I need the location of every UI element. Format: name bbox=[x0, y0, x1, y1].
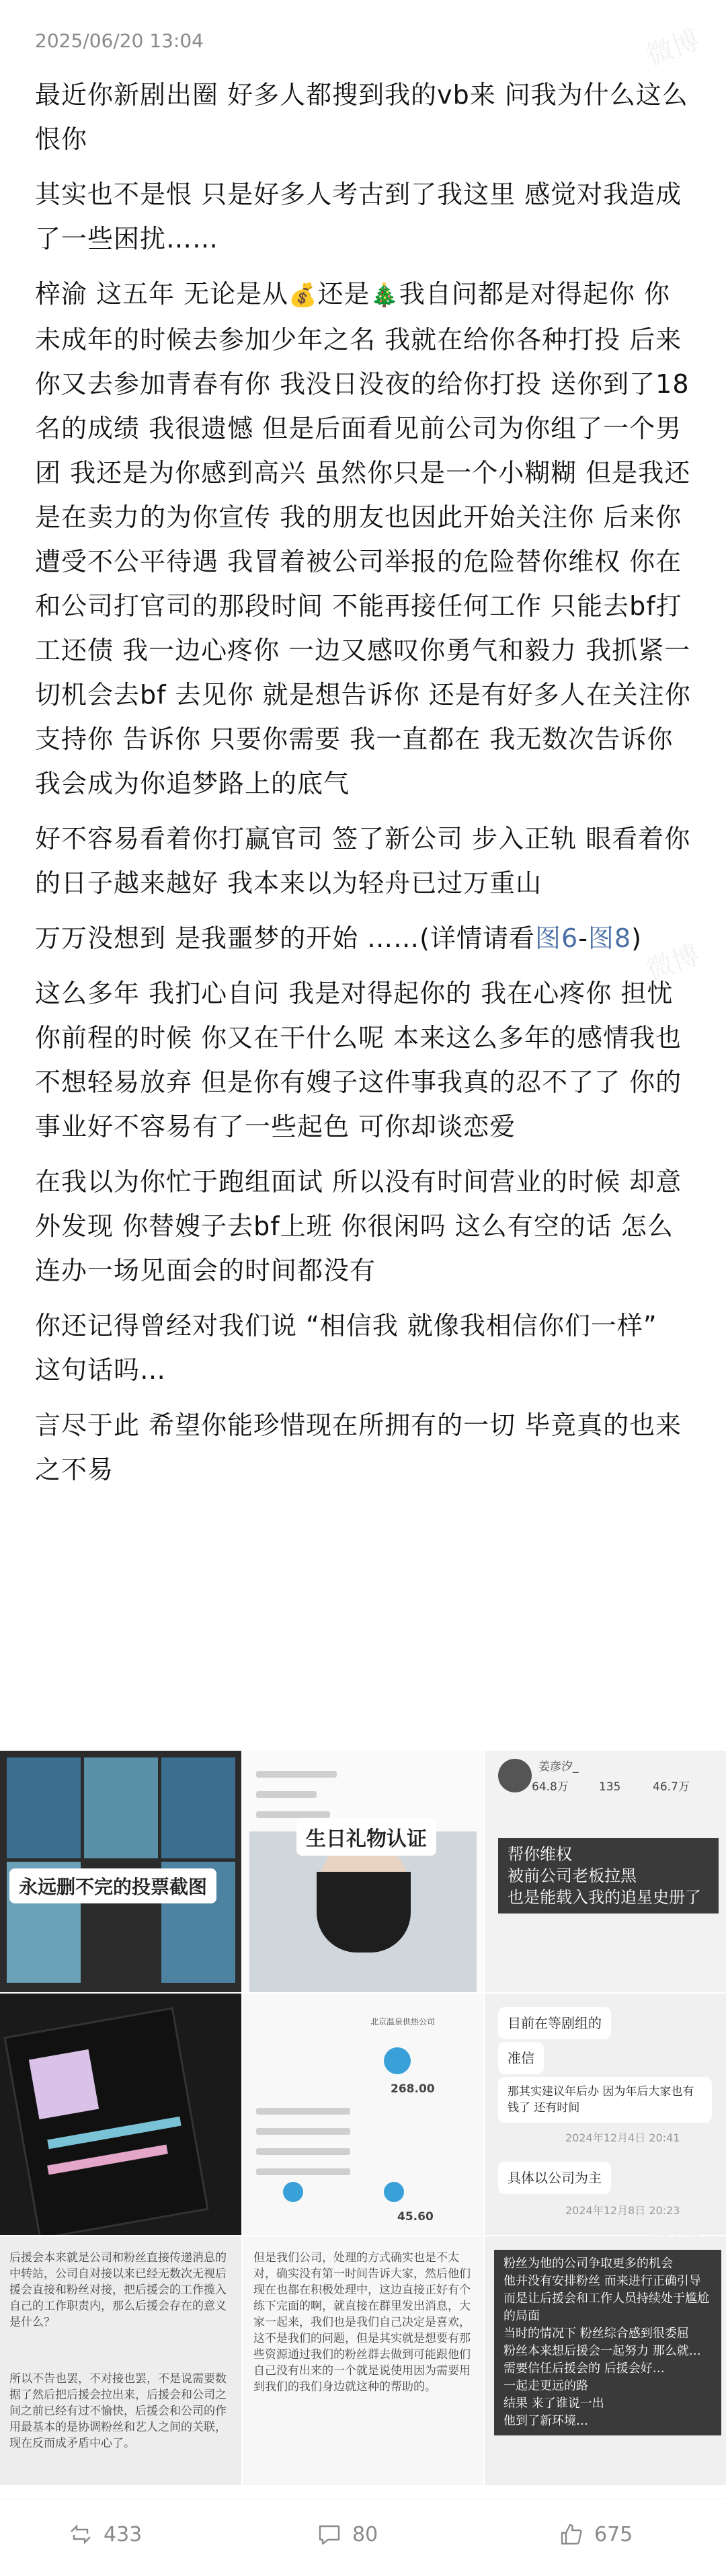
chat-timestamp: 2024年12月8日 20:23 bbox=[565, 2204, 680, 2217]
post-paragraph: 其实也不是恨 只是好多人考古到了我这里 感觉对我造成了一些困扰…… bbox=[35, 180, 682, 254]
post-paragraph: 在我以为你忙于跑组面试 所以没有时间营业的时候 却意外发现 你替嫂子去bf上班 你很闲吗 这么有空的话 怎么连办一场见面会的时间都没有 bbox=[35, 1167, 682, 1285]
image-8-link[interactable]: 图8 bbox=[588, 923, 632, 953]
post-paragraph bbox=[35, 272, 691, 806]
thumbs-up-icon bbox=[558, 2521, 585, 2548]
post-text: - bbox=[578, 923, 588, 953]
post-paragraph: 言尽于此 希望你能珍惜现在所拥有的一切 毕竟真的也来之不易 bbox=[35, 1410, 682, 1484]
chat-message: 具体以公司为主 bbox=[498, 2162, 611, 2194]
receipt-title: 北京温泉供热公司 bbox=[370, 2017, 436, 2026]
image-grid bbox=[0, 1751, 726, 2485]
image-caption: 粉丝为他的公司争取更多的机会 他并没有安排粉丝 而来进行正确引导 而是让后援会和工作人员持续处于尴尬的局面 当时的情况下 粉丝综合感到很委屈 粉丝本来想后援会一起努力 那么就… 需要信任后援会的 后援会好… 一起走更远的路 结果 来了谁说一出 他到了新环境… bbox=[494, 2250, 721, 2435]
post-paragraph: 你还记得曾经对我们说 “相信我 就像我相信你们一样” 这句话吗… bbox=[35, 1311, 657, 1385]
comment-count: 80 bbox=[352, 2522, 378, 2546]
repost-count: 433 bbox=[104, 2522, 143, 2546]
repost-button[interactable] bbox=[67, 2521, 142, 2548]
image-caption: 永远删不完的投票截图 bbox=[9, 1868, 216, 1903]
repost-icon bbox=[67, 2521, 94, 2548]
post-paragraph bbox=[35, 916, 691, 960]
post-text: 我自问都是对得起你 你未成年的时候去参加少年之名 我就在给你各种打投 后来你又去参加青春有你 我没日没夜的给你打投 送你到了18名的成绩 我很遗憾 但是后面看见前公司为你组了一个男团 我还是为你感到高兴 虽然你只是一个小糊糊 但是我还是在卖力的为你宣传 我的朋友也因此开始关注你 后来你遭受不公平待遇 我冒着被公司举报的危险替你维权 你在和公司打官司的那段时间 不能再接任何工作 只能去bf打工还债 我一边心疼你 一边又感叹你勇气和毅力 我抓紧一切机会去bf 去见你 就是想告诉你 还是有好多人在关注你支持你 告诉你 只要你需要 我一直都在 我无数次告诉你我会成为你追梦路上的底气 bbox=[35, 279, 691, 798]
image-caption: 帮你维权 被前公司老板拉黑 也是能载入我的追星史册了 bbox=[498, 1838, 719, 1914]
receipt-amount: 45.60 bbox=[397, 2210, 434, 2224]
post-text: 还是 bbox=[317, 279, 370, 309]
screenshot-text: 所以不告也罢，不对接也罢，不是说需要数据了然后把后援会拉出来，后援会和公司之间之前已经有过不愉快，后援会和公司的作用最基本的是协调粉丝和艺人之间的关联，现在反而成矛盾中心了。 bbox=[9, 2372, 227, 2450]
image-thumbnail-6[interactable] bbox=[485, 1994, 726, 2235]
post-text: 万万没想到 是我噩梦的开始 ……(详情请看 bbox=[35, 923, 535, 953]
post-text: ) bbox=[631, 923, 642, 953]
image-thumbnail-8[interactable] bbox=[243, 2236, 483, 2485]
receipt-amount: 268.00 bbox=[391, 2082, 435, 2096]
watermark: 微博 bbox=[642, 24, 704, 73]
image-thumbnail-1[interactable] bbox=[0, 1751, 241, 1992]
profile-name: 姜彦汐_ bbox=[538, 1760, 579, 1774]
screenshot-text: 但是我们公司，处理的方式确实也是不太对，确实没有第一时间告诉大家，然后他们现在也都在积极处理中，这边直接正好有个练下完面的啊，就直接在群里发出消息，大家一起来，我们也是我们自己决定是喜欢，这不是我们的问题，但是其实就是想要有那些资源通过我们的粉丝群去做到可能跟他们自己没有出来的一个就是说使用因为需要用到我们的我们身边就这种的帮助的。 bbox=[253, 2251, 471, 2394]
image-6-link[interactable]: 图6 bbox=[535, 923, 579, 953]
comment-icon bbox=[316, 2521, 343, 2548]
post-action-bar bbox=[0, 2499, 726, 2576]
image-thumbnail-9[interactable] bbox=[485, 2236, 726, 2485]
chat-message: 准信 bbox=[498, 2042, 544, 2074]
post-paragraph: 最近你新剧出圈 好多人都搜到我的vb来 问我为什么这么恨你 bbox=[35, 80, 688, 154]
post-text: 梓渝 这五年 无论是从 bbox=[35, 279, 289, 309]
post-paragraph: 这么多年 我扪心自问 我是对得起你的 我在心疼你 担忧你前程的时候 你又在干什么呢 本来这么多年的感情我也不想轻易放弃 但是你有嫂子这件事我真的忍不了了 你的事业好不容易有了一些起色 可你却谈恋爱 bbox=[35, 979, 682, 1141]
chat-message: 那其实建议年后办 因为年后大家也有钱了 还有时间 bbox=[498, 2077, 712, 2123]
money-bag-icon: 💰 bbox=[288, 282, 318, 309]
post-body bbox=[35, 73, 691, 1503]
image-thumbnail-3[interactable] bbox=[485, 1751, 726, 1992]
profile-stat: 135 bbox=[599, 1780, 621, 1794]
post-paragraph: 好不容易看着你打赢官司 签了新公司 步入正轨 眼看着你的日子越来越好 我本来以为轻舟已过万重山 bbox=[35, 824, 691, 898]
screenshot-text: 后援会本来就是公司和粉丝直接传递消息的中转站，公司自对接以来已经无数次无视后援会直接和粉丝对接，把后援会的工作揽入自己的工作职责内，那么后援会存在的意义是什么？ bbox=[9, 2251, 227, 2329]
chat-message: 目前在等剧组的 bbox=[498, 2007, 611, 2039]
christmas-tree-icon: 🎄 bbox=[370, 282, 399, 309]
watermark: 微博 bbox=[642, 939, 704, 987]
comment-button[interactable] bbox=[316, 2521, 378, 2548]
like-button[interactable] bbox=[558, 2521, 633, 2548]
image-thumbnail-2[interactable] bbox=[243, 1751, 483, 1992]
image-thumbnail-4[interactable] bbox=[0, 1994, 241, 2235]
chat-timestamp: 2024年12月4日 20:41 bbox=[565, 2131, 680, 2144]
profile-stat: 46.7万 bbox=[653, 1780, 690, 1794]
image-thumbnail-5[interactable] bbox=[243, 1994, 483, 2235]
like-count: 675 bbox=[594, 2522, 633, 2546]
post-timestamp: 2025/06/20 13:04 bbox=[35, 30, 204, 52]
profile-stat: 64.8万 bbox=[532, 1780, 569, 1794]
image-thumbnail-7[interactable] bbox=[0, 2236, 241, 2485]
image-caption: 生日礼物认证 bbox=[296, 1818, 436, 1856]
